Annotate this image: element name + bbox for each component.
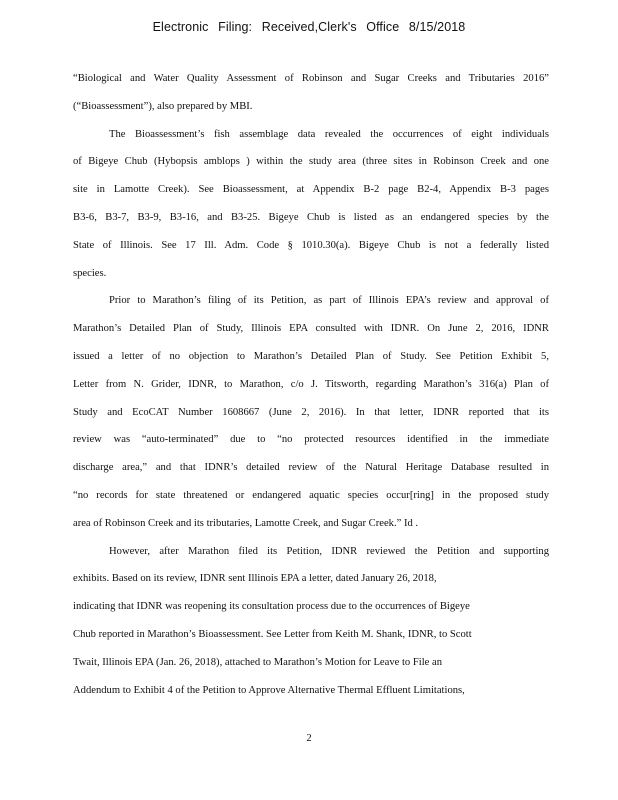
text-line: The Bioassessment’s fish assemblage data revealed the occurrences of eight individuals — [109, 128, 549, 140]
text-line: area of Robinson Creek and its tributaries, Lamotte Creek, and Sugar Creek.” Id . — [73, 517, 419, 529]
text-line: “Biological and Water Quality Assessment of Robinson and Sugar Creeks and Tributaries 2016” — [73, 73, 549, 84]
text-line: Addendum to Exhibit 4 of the Petition to Approve Alternative Thermal Effluent Limitations, — [73, 684, 465, 696]
text-line: B3-6, B3-7, B3-9, B3-16, and B3-25. Bigeye Chub is listed as an endangered species by the — [73, 211, 549, 223]
text-line: Letter from N. Grider, IDNR, to Marathon, c/o J. Titsworth, regarding Marathon’s 316(a) Plan of — [73, 378, 549, 390]
text-line: (“Bioassessment”), also prepared by MBI. — [73, 100, 253, 112]
text-line: Study and EcoCAT Number 1608667 (June 2, 2016). In that letter, IDNR reported that its — [73, 406, 549, 418]
filing-header: Electronic Filing: Received,Clerk's Office 8/15/2018 — [152, 20, 466, 34]
text-line: Marathon’s Detailed Plan of Study, Illinois EPA consulted with IDNR. On June 2, 2016, IDNR — [73, 323, 549, 335]
text-line: indicating that IDNR was reopening its consultation process due to the occurrences of Bigeye — [73, 601, 470, 613]
text-line: of Bigeye Chub (Hybopsis amblops ) within the study area (three sites in Robinson Creek and one — [73, 156, 549, 168]
text-line: discharge area,” and that IDNR’s detailed review of the Natural Heritage Database resulted in — [73, 462, 549, 474]
text-line: review was “auto-terminated” due to “no protected resources identified in the immediate — [73, 434, 549, 446]
text-line: However, after Marathon filed its Petition, IDNR reviewed the Petition and supporting — [109, 545, 549, 557]
page-number: 2 — [306, 733, 312, 744]
text-line: Chub reported in Marathon’s Bioassessment. See Letter from Keith M. Shank, IDNR, to Scott — [73, 628, 472, 640]
text-line: issued a letter of no objection to Marathon’s Detailed Plan of Study. See Petition Exhibit 5, — [73, 350, 549, 362]
text-line: Twait, Illinois EPA (Jan. 26, 2018), attached to Marathon’s Motion for Leave to File an — [73, 656, 442, 668]
text-line: State of Illinois. See 17 Ill. Adm. Code § 1010.30(a). Bigeye Chub is not a federally listed — [73, 239, 549, 251]
text-line: Prior to Marathon’s filing of its Petition, as part of Illinois EPA’s review and approval of — [109, 295, 549, 307]
text-line: site in Lamotte Creek). See Bioassessment, at Appendix B-2 page B2-4, Appendix B-3 pages — [73, 184, 549, 196]
text-line: species. — [73, 267, 107, 279]
body-text — [73, 69, 549, 708]
text-line: exhibits. Based on its review, IDNR sent Illinois EPA a letter, dated January 26, 2018, — [73, 573, 437, 585]
text-line: “no records for state threatened or endangered aquatic species occur[ring] in the proposed study — [73, 489, 549, 501]
